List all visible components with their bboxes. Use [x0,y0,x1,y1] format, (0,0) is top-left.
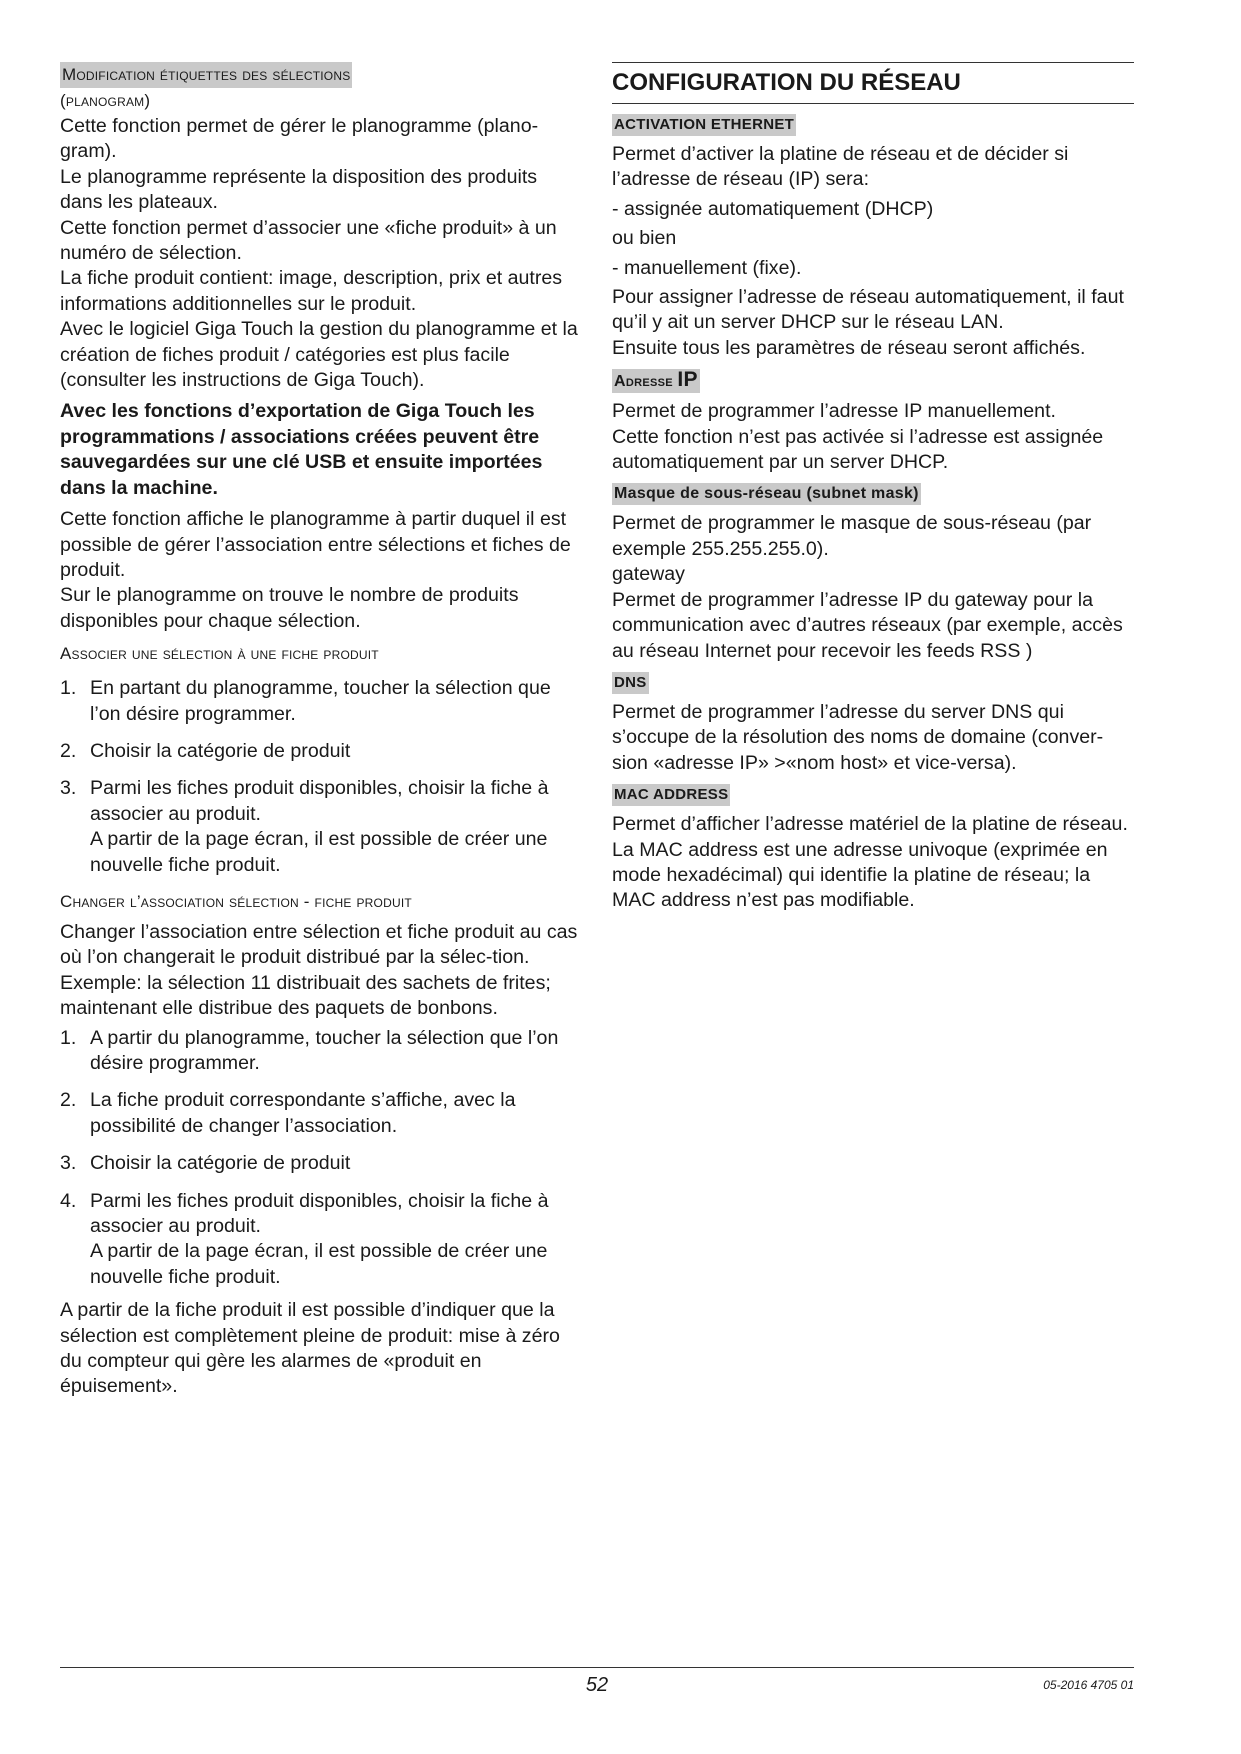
subheading-dns: DNS [612,672,1134,694]
list-item: 1. En partant du planogramme, toucher la sélection que l’on désire programmer. [60,677,551,725]
section-heading-planogram: Modification étiquettes des sélections (planogram) [60,62,582,114]
right-column [612,62,1134,914]
list-item: 2. La fiche produit correspondante s’affiche, avec la possibilité de changer l’association. [60,1089,516,1137]
subheading-change-association: Changer l’association sélection - fiche produit [60,891,412,911]
paragraph: Permet de programmer l’adresse du server DNS qui s’occupe de la résolution des noms de domaine (conver-sion «adresse IP» >«nom host» et vice-versa). [612,700,1104,774]
list-item: 1. A partir du planogramme, toucher la sélection que l’on désire programmer. [60,1026,559,1074]
paragraph: gateway [612,563,685,586]
list-item: 4. Parmi les fiches produit disponibles, choisir la fiche à associer au produit. A partir de la page écran, il est possible de créer une nouvelle fiche produit. [60,1189,549,1288]
list-item: 2. Choisir la catégorie de produit [60,739,351,762]
paragraph: Changer l’association entre sélection et fiche produit au cas où l’on changerait le produit distribué par la sélec-tion. [60,920,578,969]
paragraph: ou bien [612,227,677,250]
section-title-network: CONFIGURATION DU RÉSEAU [612,62,1134,104]
paragraph: A partir de la fiche produit il est possible d’indiquer que la sélection est complètement pleine de produit: mise à zéro du compteur qui gère les alarmes de «produit en épuisement». [60,1299,560,1398]
paragraph: Cette fonction permet d’associer une «fiche produit» à un numéro de sélection. [60,216,557,265]
paragraph: Le planogramme représente la disposition des produits dans les plateaux. [60,165,538,214]
paragraph: Permet d’afficher l’adresse matériel de la platine de réseau. [612,813,1128,836]
paragraph: - assignée automatiquement (DHCP) [612,197,934,220]
paragraph: Permet de programmer le masque de sous-réseau (par exemple 255.255.255.0). [612,512,1092,560]
paragraph: Pour assigner l’adresse de réseau automatiquement, il faut qu’il y ait un server DHCP sur le réseau LAN. [612,286,1124,334]
list-item: 3. Choisir la catégorie de produit [60,1152,351,1175]
paragraph: Cette fonction n’est pas activée si l’adresse est assignée automatiquement par un server DHCP. [612,425,1104,474]
paragraph: Permet de programmer l’adresse IP manuellement. [612,400,1056,423]
paragraph: Cette fonction permet de gérer le planogramme (plano-gram). [60,115,539,163]
left-column [60,62,582,1400]
paragraph: Sur le planogramme on trouve le nombre de produits disponibles pour chaque sélection. [60,584,519,632]
paragraph: Cette fonction affiche le planogramme à partir duquel il est possible de gérer l’association entre sélections et fiches de produit. [60,508,571,581]
paragraph: Exemple: la sélection 11 distribuait des sachets de frites; maintenant elle distribue des paquets de bonbons. [60,971,551,1020]
paragraph: Permet d’activer la platine de réseau et de décider si l’adresse de réseau (IP) sera: [612,143,1069,191]
paragraph: Ensuite tous les paramètres de réseau seront affichés. [612,336,1086,359]
paragraph: Avec le logiciel Giga Touch la gestion du planogramme et la création de fiches produit / catégories est plus facile (consulter les instructions de Giga Touch). [60,318,578,392]
subheading-ip-address: Adresse IP [614,368,698,392]
subheading-associate: Associer une sélection à une fiche produit [60,644,379,664]
document-code: 05-2016 4705 01 [1043,1678,1134,1692]
page-number: 52 [585,1674,609,1696]
steps-list-associate [60,676,582,878]
paragraph: La fiche produit contient: image, description, prix et autres informations additionnelles sur le produit. [60,267,563,315]
list-item: 3. Parmi les fiches produit disponibles, choisir la fiche à associer au produit. A partir de la page écran, il est possible de créer une nouvelle fiche produit. [60,777,549,876]
subheading-mac-address: MAC ADDRESS [612,784,1134,806]
subheading-subnet-mask: Masque de sous-réseau (subnet mask) [612,483,1134,505]
subheading-ethernet: ACTIVATION ETHERNET [612,114,1134,136]
paragraph: La MAC address est une adresse univoque (exprimée en mode hexadécimal) qui identifie la platine de réseau; la MAC address n’est pas modifiable. [612,838,1108,912]
footer-divider [60,1667,1134,1668]
paragraph: - manuellement (fixe). [612,256,802,279]
bold-note: Avec les fonctions d’exportation de Giga Touch les programmations / associations créées peuvent être sauvegardées sur une clé USB et ensuite importées dans la machine. [60,400,543,499]
steps-list-change [60,1026,582,1291]
paragraph: Permet de programmer l’adresse IP du gateway pour la communication avec d’autres réseaux (par exemple, accès au réseau Internet pour recevoir les feeds RSS ) [612,588,1123,662]
